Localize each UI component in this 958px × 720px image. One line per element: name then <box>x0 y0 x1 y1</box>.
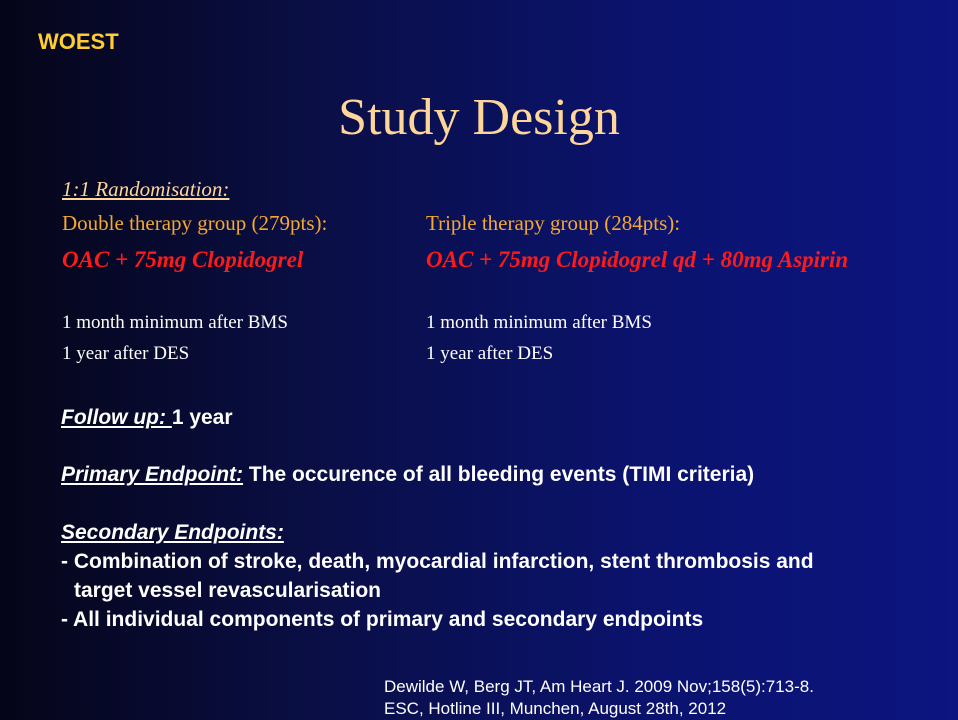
triple-therapy-column <box>426 211 848 374</box>
citation-line-2: ESC, Hotline III, Munchen, August 28th, 2012 <box>384 699 727 718</box>
secondary-endpoint-bullet-2: - All individual components of primary and secondary endpoints <box>61 608 704 631</box>
page-title: Study Design <box>338 89 620 146</box>
double-therapy-duration-bms: 1 month minimum after BMS <box>62 312 288 333</box>
triple-therapy-regimen: OAC + 75mg Clopidogrel qd + 80mg Aspirin <box>426 247 849 272</box>
double-therapy-label: Double therapy group (279pts): <box>62 211 328 235</box>
secondary-endpoint-bullet-1: - Combination of stroke, death, myocardial infarction, stent thrombosis and <box>61 550 814 573</box>
double-therapy-column <box>62 211 327 374</box>
study-acronym: WOEST <box>38 29 119 54</box>
primary-endpoint-line <box>61 463 754 487</box>
triple-therapy-duration-bms: 1 month minimum after BMS <box>426 312 652 333</box>
randomisation-label: 1:1 Randomisation: <box>62 177 230 201</box>
secondary-endpoints-heading: Secondary Endpoints: <box>61 521 284 544</box>
triple-therapy-duration-des: 1 year after DES <box>426 343 554 364</box>
citation-line-1: Dewilde W, Berg JT, Am Heart J. 2009 Nov;158(5):713-8. <box>384 677 814 696</box>
triple-therapy-label: Triple therapy group (284pts): <box>426 211 681 235</box>
follow-up-value: 1 year <box>171 406 233 429</box>
double-therapy-regimen: OAC + 75mg Clopidogrel <box>62 247 304 272</box>
double-therapy-duration-des: 1 year after DES <box>62 343 190 364</box>
follow-up-heading: Follow up: <box>61 406 172 429</box>
citation <box>384 676 814 720</box>
primary-endpoint-heading: Primary Endpoint: <box>61 463 244 486</box>
secondary-endpoint-bullet-1-continued: target vessel revascularisation <box>74 579 382 602</box>
primary-endpoint-value: The occurence of all bleeding events (TIMI criteria) <box>243 463 755 486</box>
follow-up-line <box>61 406 233 430</box>
